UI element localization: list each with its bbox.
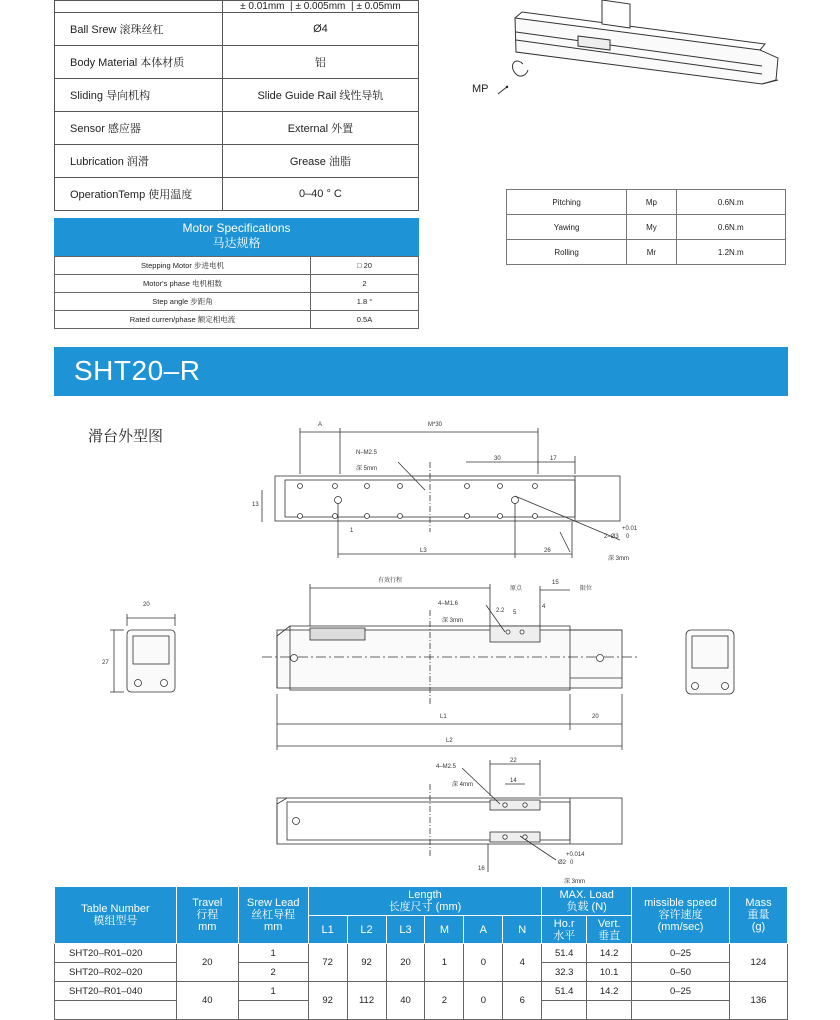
svg-text:2–Ø3: 2–Ø3 [604, 534, 619, 540]
svg-text:13: 13 [252, 502, 259, 508]
svg-text:1: 1 [350, 528, 354, 534]
svg-text:2.2: 2.2 [496, 608, 505, 614]
spec-row: Sensor 感应器 External 外置 [55, 112, 419, 145]
spec-row: Body Material 本体材质 铝 [55, 46, 419, 79]
mp-dot [506, 86, 508, 88]
svg-text:有效行程: 有效行程 [378, 578, 403, 584]
svg-text:L1: L1 [440, 714, 447, 720]
svg-text:深 3mm: 深 3mm [608, 556, 630, 562]
spec-row: Lubrication 润滑 Grease 油脂 [55, 145, 419, 178]
technical-drawing [0, 400, 840, 885]
moment-row: Yawing My 0.6N.m [507, 215, 786, 240]
header-mass: Mass 重量 (g) [729, 887, 787, 944]
svg-text:17: 17 [550, 456, 557, 462]
motor-title-cn: 马达规格 [212, 236, 261, 250]
table-row: SHT20–R01–020 20 1 72 92 20 1 0 4 51.4 14.2 0–25 124 [55, 944, 788, 963]
motor-row: Motor's phase 电机相数 2 [55, 275, 419, 293]
svg-text:Ø2: Ø2 [558, 860, 567, 866]
motor-row: Step angle 步距角 1.8 ° [55, 293, 419, 311]
motor-row: Rated curren/phase 额定相电流 0.5A [55, 311, 419, 329]
header-lead: Srew Lead 丝杠导程 mm [238, 887, 308, 944]
moment-table [506, 189, 786, 265]
svg-text:M*30: M*30 [428, 422, 443, 428]
spec-row: Ball Srew 滚珠丝杠 Ø4 [55, 13, 419, 46]
spec-top-fragment-row [55, 1, 419, 13]
header-speed: missible speed 容许速度 (mm/sec) [632, 887, 730, 944]
table-row: SHT20–R01–040 40 1 92 112 40 2 0 6 51.4 14.2 0–25 136 [55, 982, 788, 1001]
table-row: SHT20–R02–020 2 32.3 10.1 0–50 [55, 963, 788, 982]
svg-text:0: 0 [626, 534, 630, 540]
svg-text:4: 4 [542, 604, 546, 610]
mp-label: MP [472, 83, 489, 95]
svg-text:26: 26 [544, 548, 551, 554]
svg-text:A: A [318, 422, 323, 428]
svg-text:深 3mm: 深 3mm [564, 879, 586, 885]
header-travel: Travel 行程 mm [176, 887, 238, 944]
spec-fragments: ± 0.01mm | ± 0.005mm | ± 0.05mm [222, 1, 418, 13]
svg-text:+0.014: +0.014 [566, 852, 585, 858]
svg-text:22: 22 [510, 758, 517, 764]
top-view-body [275, 476, 620, 521]
moment-row: Rolling Mr 1.2N.m [507, 240, 786, 265]
slide-isometric-drawing [460, 0, 800, 110]
motor-row: Stepping Motor 步进电机 □ 20 [55, 257, 419, 275]
model-banner [54, 347, 788, 396]
svg-text:20: 20 [592, 714, 599, 720]
svg-text:+0.01: +0.01 [622, 526, 638, 532]
motor-header [54, 218, 419, 256]
section-title: 滑台外型图 [88, 428, 164, 445]
svg-text:限位: 限位 [580, 586, 593, 592]
spec-table [54, 0, 419, 211]
svg-text:原点: 原点 [510, 586, 523, 592]
motor-title-en: Motor Specifications [182, 221, 291, 235]
spec-row: OperationTemp 使用温度 0–40 ° C [55, 178, 419, 211]
svg-text:16: 16 [478, 866, 485, 872]
header-load: MAX. Load 负载 (N) [542, 887, 632, 916]
header-length: Length 长度尺寸 (mm) [308, 887, 542, 916]
svg-text:14: 14 [510, 778, 517, 784]
svg-text:0: 0 [570, 860, 574, 866]
svg-text:N–M2.5: N–M2.5 [356, 450, 378, 456]
svg-text:5: 5 [513, 610, 517, 616]
header-model: Table Number 模组型号 [55, 887, 177, 944]
moment-row: Pitching Mp 0.6N.m [507, 190, 786, 215]
svg-text:30: 30 [494, 456, 501, 462]
svg-text:4–M1.6: 4–M1.6 [438, 601, 459, 607]
svg-text:深 4mm: 深 4mm [452, 782, 474, 788]
spec-row: Sliding 导向机构 Slide Guide Rail 线性导轨 [55, 79, 419, 112]
motor-table [54, 256, 419, 329]
svg-text:深 3mm: 深 3mm [442, 618, 464, 624]
svg-text:深 5mm: 深 5mm [356, 466, 378, 472]
svg-text:20: 20 [143, 602, 150, 608]
svg-text:15: 15 [552, 580, 559, 586]
motor-specifications [54, 218, 419, 329]
dimension-table [54, 886, 788, 1020]
banner-title: SHT20–R [74, 355, 201, 386]
svg-text:L2: L2 [446, 738, 453, 744]
svg-text:L3: L3 [420, 548, 427, 554]
svg-text:27: 27 [102, 660, 109, 666]
table-subheader-row: L1 L2 L3 M A N Ho.r 水平 Vert. 垂直 [55, 916, 788, 944]
svg-text:4–M2.5: 4–M2.5 [436, 764, 457, 770]
table-header-row [55, 887, 788, 916]
